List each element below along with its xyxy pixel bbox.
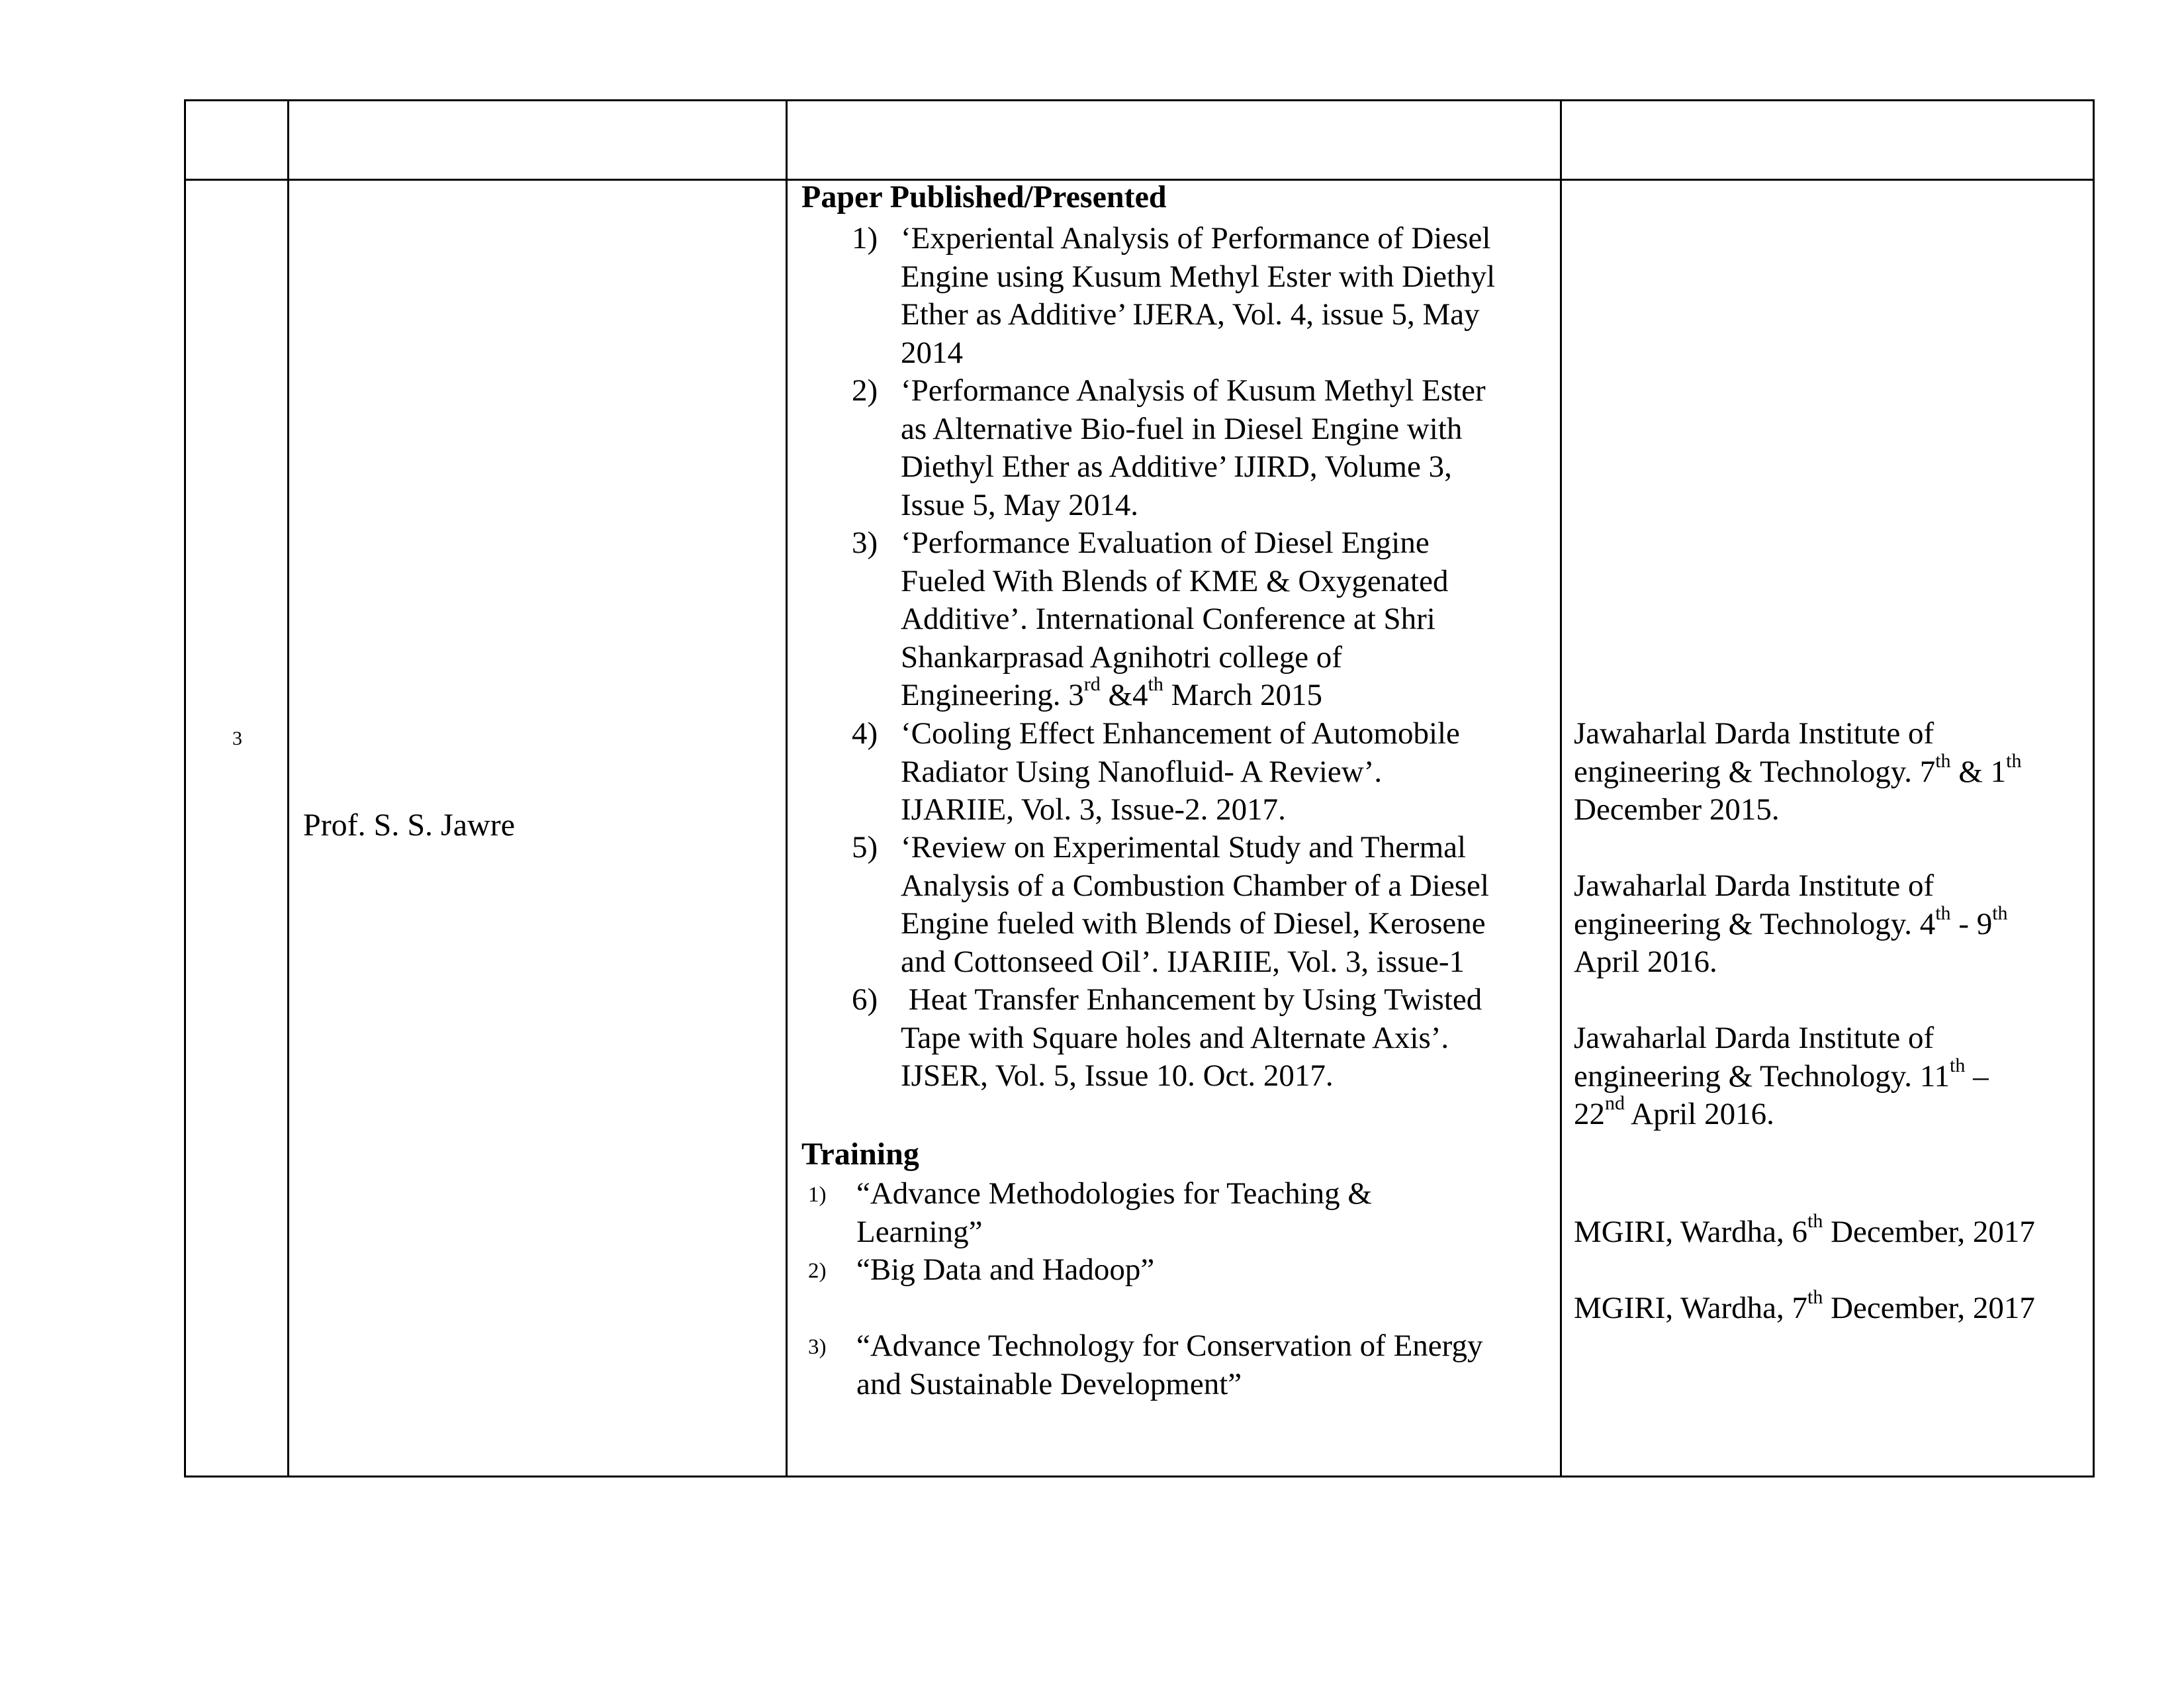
paper-entry: ‘Performance Evaluation of Diesel Engine Fueled With Blends of KME & Oxygenated Additive’. International Conference at Shri Shankarprasad Agnihotri college of Engineering. 3rd &4th March 2015 [901,526,1449,712]
training-entry: “Big Data and Hadoop” [856,1252,1155,1287]
paper-entry: ‘Performance Analysis of Kusum Methyl Ester as Alternative Bio-fuel in Diesel Engine with Diethyl Ether as Additive’ IJIRD, Volume 3, Issue 5, May 2014. [901,373,1486,522]
training-number: 2) [808,1259,827,1283]
training-entry: “Advance Methodologies for Teaching & Learning” [856,1176,1372,1249]
training-number: 1) [808,1183,827,1207]
faculty-name: Prof. S. S. Jawre [303,808,515,843]
venue-entry: Jawaharlal Darda Institute of engineering & Technology. 4th - 9th April 2016. [1574,868,2008,979]
training-heading: Training [801,1137,919,1172]
records-table [184,99,2095,1477]
training-entry: “Advance Technology for Conservation of Energy and Sustainable Development” [856,1329,1483,1401]
venue-entry: Jawaharlal Darda Institute of engineering & Technology. 11th – 22nd April 2016. [1574,1021,1989,1131]
paper-entry: ‘Review on Experimental Study and Thermal Analysis of a Combustion Chamber of a Diesel Engine fueled with Blends of Diesel, Kerosene and Cottonseed Oil’. IJARIIE, Vol. 3, issue-1 [901,830,1489,979]
column-divider-2 [786,101,788,1476]
paper-number: 1) [852,221,878,256]
paper-number: 2) [852,373,878,408]
paper-number: 3) [852,526,878,560]
paper-number: 6) [852,982,878,1017]
training-number: 3) [808,1335,827,1359]
column-divider-3 [1560,101,1562,1476]
papers-heading: Paper Published/Presented [801,179,1167,214]
paper-entry: ‘Cooling Effect Enhancement of Automobile Radiator Using Nanofluid- A Review’. IJARIIE, Vol. 3, Issue-2. 2017. [901,716,1460,827]
paper-number: 4) [852,716,878,751]
venue-entry: Jawaharlal Darda Institute of engineering & Technology. 7th & 1th December 2015. [1574,716,2022,827]
paper-number: 5) [852,830,878,865]
serial-number: 3 [232,727,242,749]
training-venue: MGIRI, Wardha, 6th December, 2017 [1574,1210,2035,1249]
paper-entry: Heat Transfer Enhancement by Using Twisted Tape with Square holes and Alternate Axis’. IJSER, Vol. 5, Issue 10. Oct. 2017. [901,982,1482,1093]
paper-entry: ‘Experiental Analysis of Performance of Diesel Engine using Kusum Methyl Ester with Diethyl Ether as Additive’ IJERA, Vol. 4, issue 5, May 2014 [901,221,1496,370]
training-venue: MGIRI, Wardha, 7th December, 2017 [1574,1286,2035,1325]
column-divider-1 [287,101,289,1476]
